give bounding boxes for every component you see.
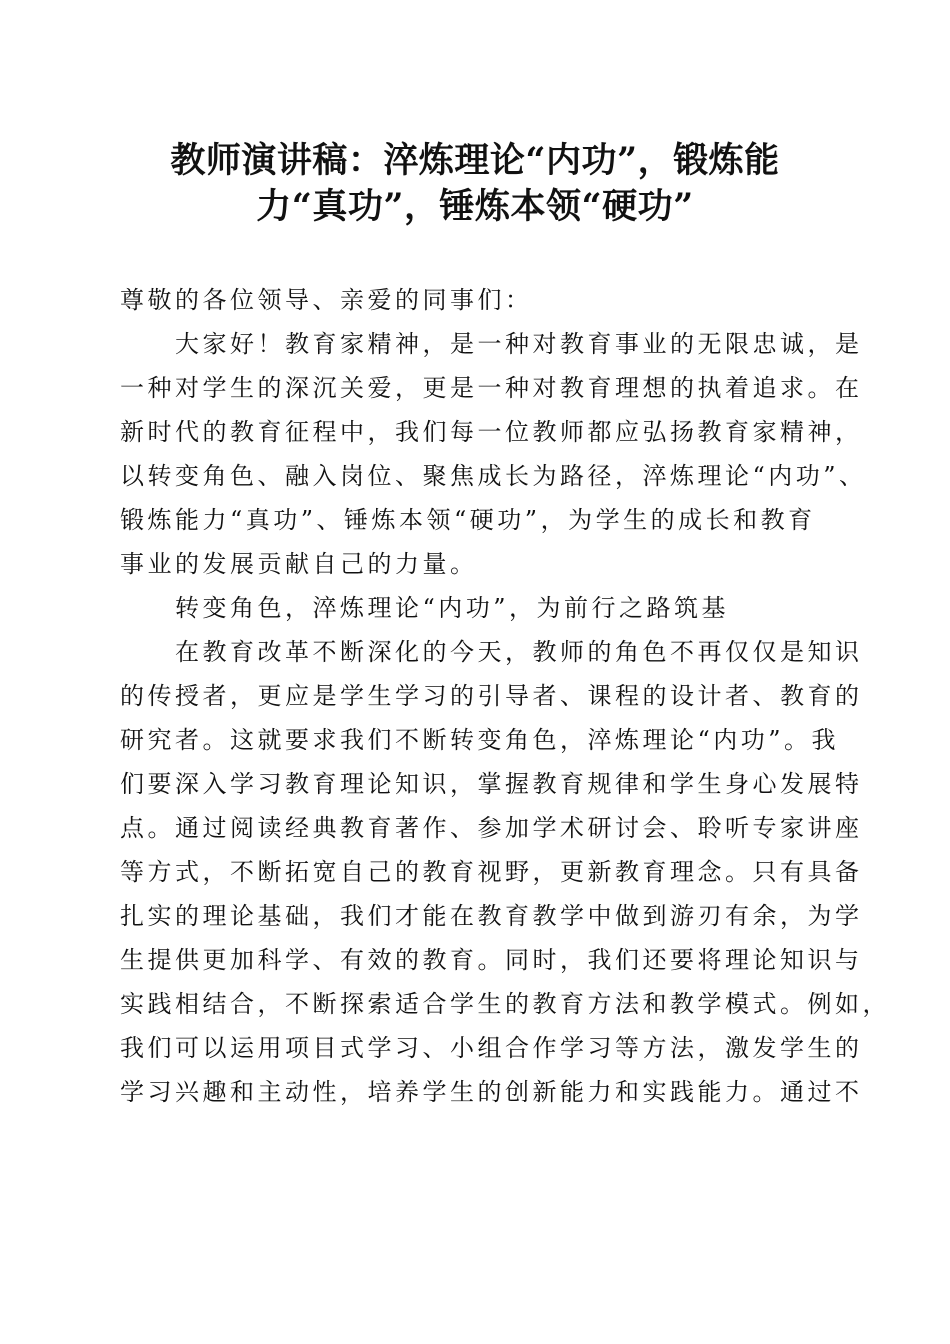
paragraph-line: 们要深入学习教育理论知识，掌握教育规律和学生身心发展特: [120, 770, 863, 798]
paragraph-line: 事业的发展贡献自己的力量。: [120, 550, 478, 578]
paragraph-line: 锻炼能力“真功”、锤炼本领“硬功”，为学生的成长和教育: [120, 506, 816, 534]
paragraph-line: 实践相结合，不断探索适合学生的教育方法和教学模式。例如，: [120, 990, 890, 1018]
paragraph-line: 扎实的理论基础，我们才能在教育教学中做到游刃有余，为学: [120, 902, 863, 930]
paragraph-line: 研究者。这就要求我们不断转变角色，淬炼理论“内功”。我: [120, 726, 840, 754]
paragraph-line: 以转变角色、融入岗位、聚焦成长为路径，淬炼理论“内功”、: [120, 462, 867, 490]
paragraph-line: 等方式，不断拓宽自己的教育视野，更新教育理念。只有具备: [120, 858, 863, 886]
salutation: 尊敬的各位领导、亲爱的同事们：: [120, 286, 533, 314]
paragraph-line: 生提供更加科学、有效的教育。同时，我们还要将理论知识与: [120, 946, 863, 974]
paragraph-line: 在教育改革不断深化的今天，教师的角色不再仅仅是知识: [120, 638, 863, 666]
paragraph-line: 的传授者，更应是学生学习的引导者、课程的设计者、教育的: [120, 682, 863, 710]
paragraph-line: 我们可以运用项目式学习、小组合作学习等方法，激发学生的: [120, 1034, 863, 1062]
paragraph-line: 一种对学生的深沉关爱，更是一种对教育理想的执着追求。在: [120, 374, 863, 402]
paragraph-line: 新时代的教育征程中，我们每一位教师都应弘扬教育家精神，: [120, 418, 863, 446]
document-title-line-2: 力“真功”，锤炼本领“硬功”: [256, 186, 694, 227]
document-title-line-1: 教师演讲稿：淬炼理论“内功”，锻炼能: [170, 140, 780, 181]
paragraph-line: 点。通过阅读经典教育著作、参加学术研讨会、聆听专家讲座: [120, 814, 863, 842]
paragraph-line: 大家好！教育家精神，是一种对教育事业的无限忠诚，是: [120, 330, 863, 358]
paragraph-line: 学习兴趣和主动性，培养学生的创新能力和实践能力。通过不: [120, 1078, 863, 1106]
section-heading: 转变角色，淬炼理论“内功”，为前行之路筑基: [120, 594, 730, 622]
